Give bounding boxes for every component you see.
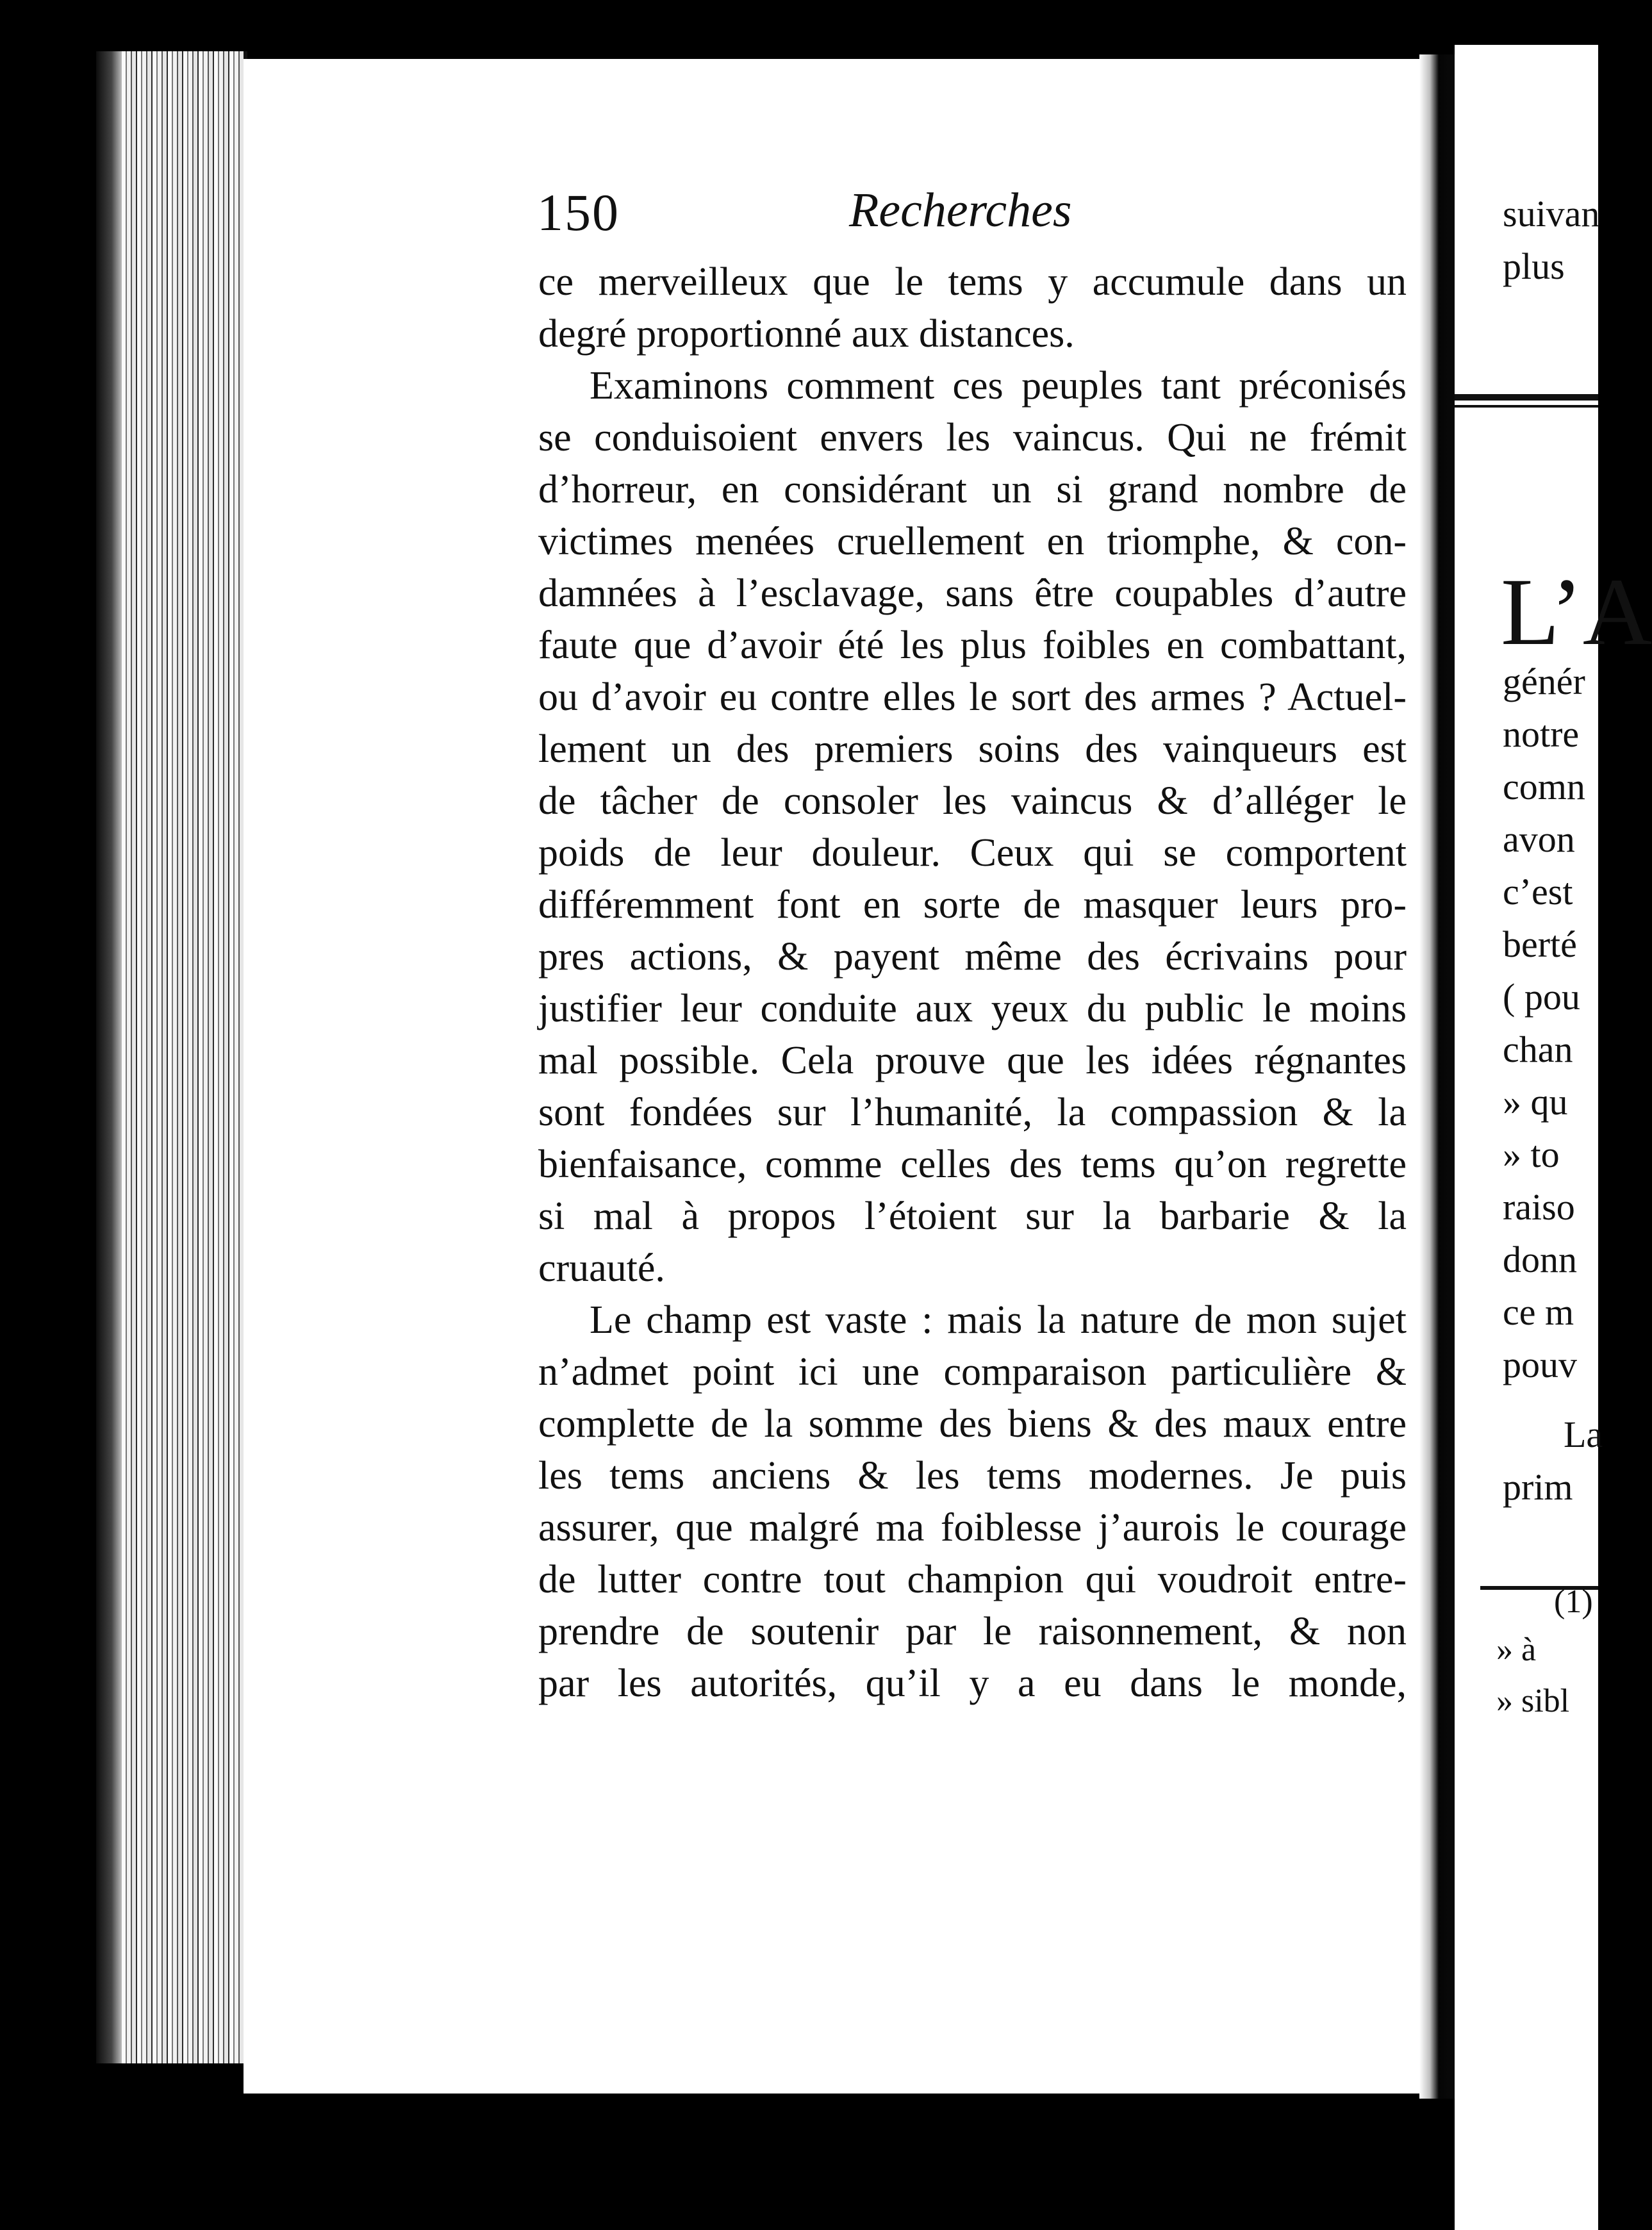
text-line: mal possible. Cela prouve que les idées régnantes [538,1039,1407,1082]
right-page-line: génér [1503,661,1585,702]
text-line: poids de leur douleur. Ceux qui se comportent [538,831,1407,875]
text-line: lement un des premiers soins des vainqueurs est [538,727,1407,771]
text-line: se conduisoient envers les vaincus. Qui ne frémit [538,416,1407,459]
text-line: sont fondées sur l’humanité, la compassion & la [538,1091,1407,1134]
running-head [538,183,1371,253]
text-line: ou d’avoir eu contre elles le sort des armes ? Actuel- [538,675,1407,719]
text-line: victimes menées cruellement en triomphe, & con- [538,520,1407,563]
right-page-line: (1) [1554,1583,1593,1620]
text-line: d’horreur, en considérant un si grand nombre de [538,468,1407,511]
text-line: damnées à l’esclavage, sans être coupables d’autre [538,572,1407,615]
text-line: faute que d’avoir été les plus foibles en combattant, [538,624,1407,667]
book-page-edges [96,51,247,2063]
right-page-line: ce m [1503,1291,1574,1333]
text-line: de tâcher de consoler les vaincus & d’alléger le [538,779,1407,823]
right-page-line: ( pou [1503,976,1580,1018]
text-line: de lutter contre tout champion qui voudroit entre- [538,1558,1407,1601]
text-line: prendre de soutenir par le raisonnement, & non [538,1610,1407,1653]
text-line: Examinons comment ces peuples tant préconisés [590,364,1407,408]
right-page-line: c’est [1503,871,1573,913]
text-line: n’admet point ici une comparaison particulière & [538,1350,1407,1394]
drop-cap: L’A [1501,559,1652,665]
ornamental-rule [1455,405,1598,408]
right-page-line: comn [1503,766,1585,807]
text-line: ce merveilleux que le tems y accumule dans un [538,260,1407,304]
right-page-line: » qu [1503,1081,1568,1123]
right-page-line: » to [1503,1134,1560,1175]
text-line: assurer, que malgré ma foiblesse j’aurois le courage [538,1506,1407,1549]
text-line: complette de la somme des biens & des maux entre [538,1402,1407,1446]
right-page-line: donn [1503,1239,1577,1280]
right-page-line: pouv [1503,1344,1577,1385]
text-line: Le champ est vaste : mais la nature de mon sujet [590,1298,1407,1342]
right-page-line: prim [1503,1466,1573,1508]
text-line: pres actions, & payent même des écrivains pour [538,935,1407,979]
right-page-line: raiso [1503,1186,1575,1228]
text-line: les tems anciens & les tems modernes. Je puis [538,1454,1407,1498]
book-gutter [1419,54,1455,2099]
right-page-line: » à [1496,1631,1537,1668]
right-page-line: suivan [1503,193,1600,235]
right-page-line: berté [1503,923,1577,965]
text-line: justifier leur conduite aux yeux du public le moins [538,987,1407,1030]
right-page-fragment [1455,45,1652,2230]
text-line: degré proportionné aux distances. [538,312,1075,356]
right-page-line: La [1564,1414,1603,1455]
right-page-line: notre [1503,713,1580,755]
right-page-line: » sibl [1496,1683,1570,1719]
page-number: 150 [537,183,620,242]
right-page-line: avon [1503,818,1575,860]
ornamental-rule [1455,394,1598,401]
body-text [538,256,1407,1710]
text-line: bienfaisance, comme celles des tems qu’on regrette [538,1143,1407,1186]
text-line: par les autorités, qu’il y a eu dans le monde, [538,1662,1407,1705]
text-line: cruauté. [538,1246,665,1290]
right-page-line: plus [1503,245,1565,287]
right-page-line: chan [1503,1028,1573,1070]
text-line: différemment font en sorte de masquer leurs pro- [538,883,1407,927]
running-title: Recherches [849,183,1072,237]
text-line: si mal à propos l’étoient sur la barbarie & la [538,1194,1407,1238]
